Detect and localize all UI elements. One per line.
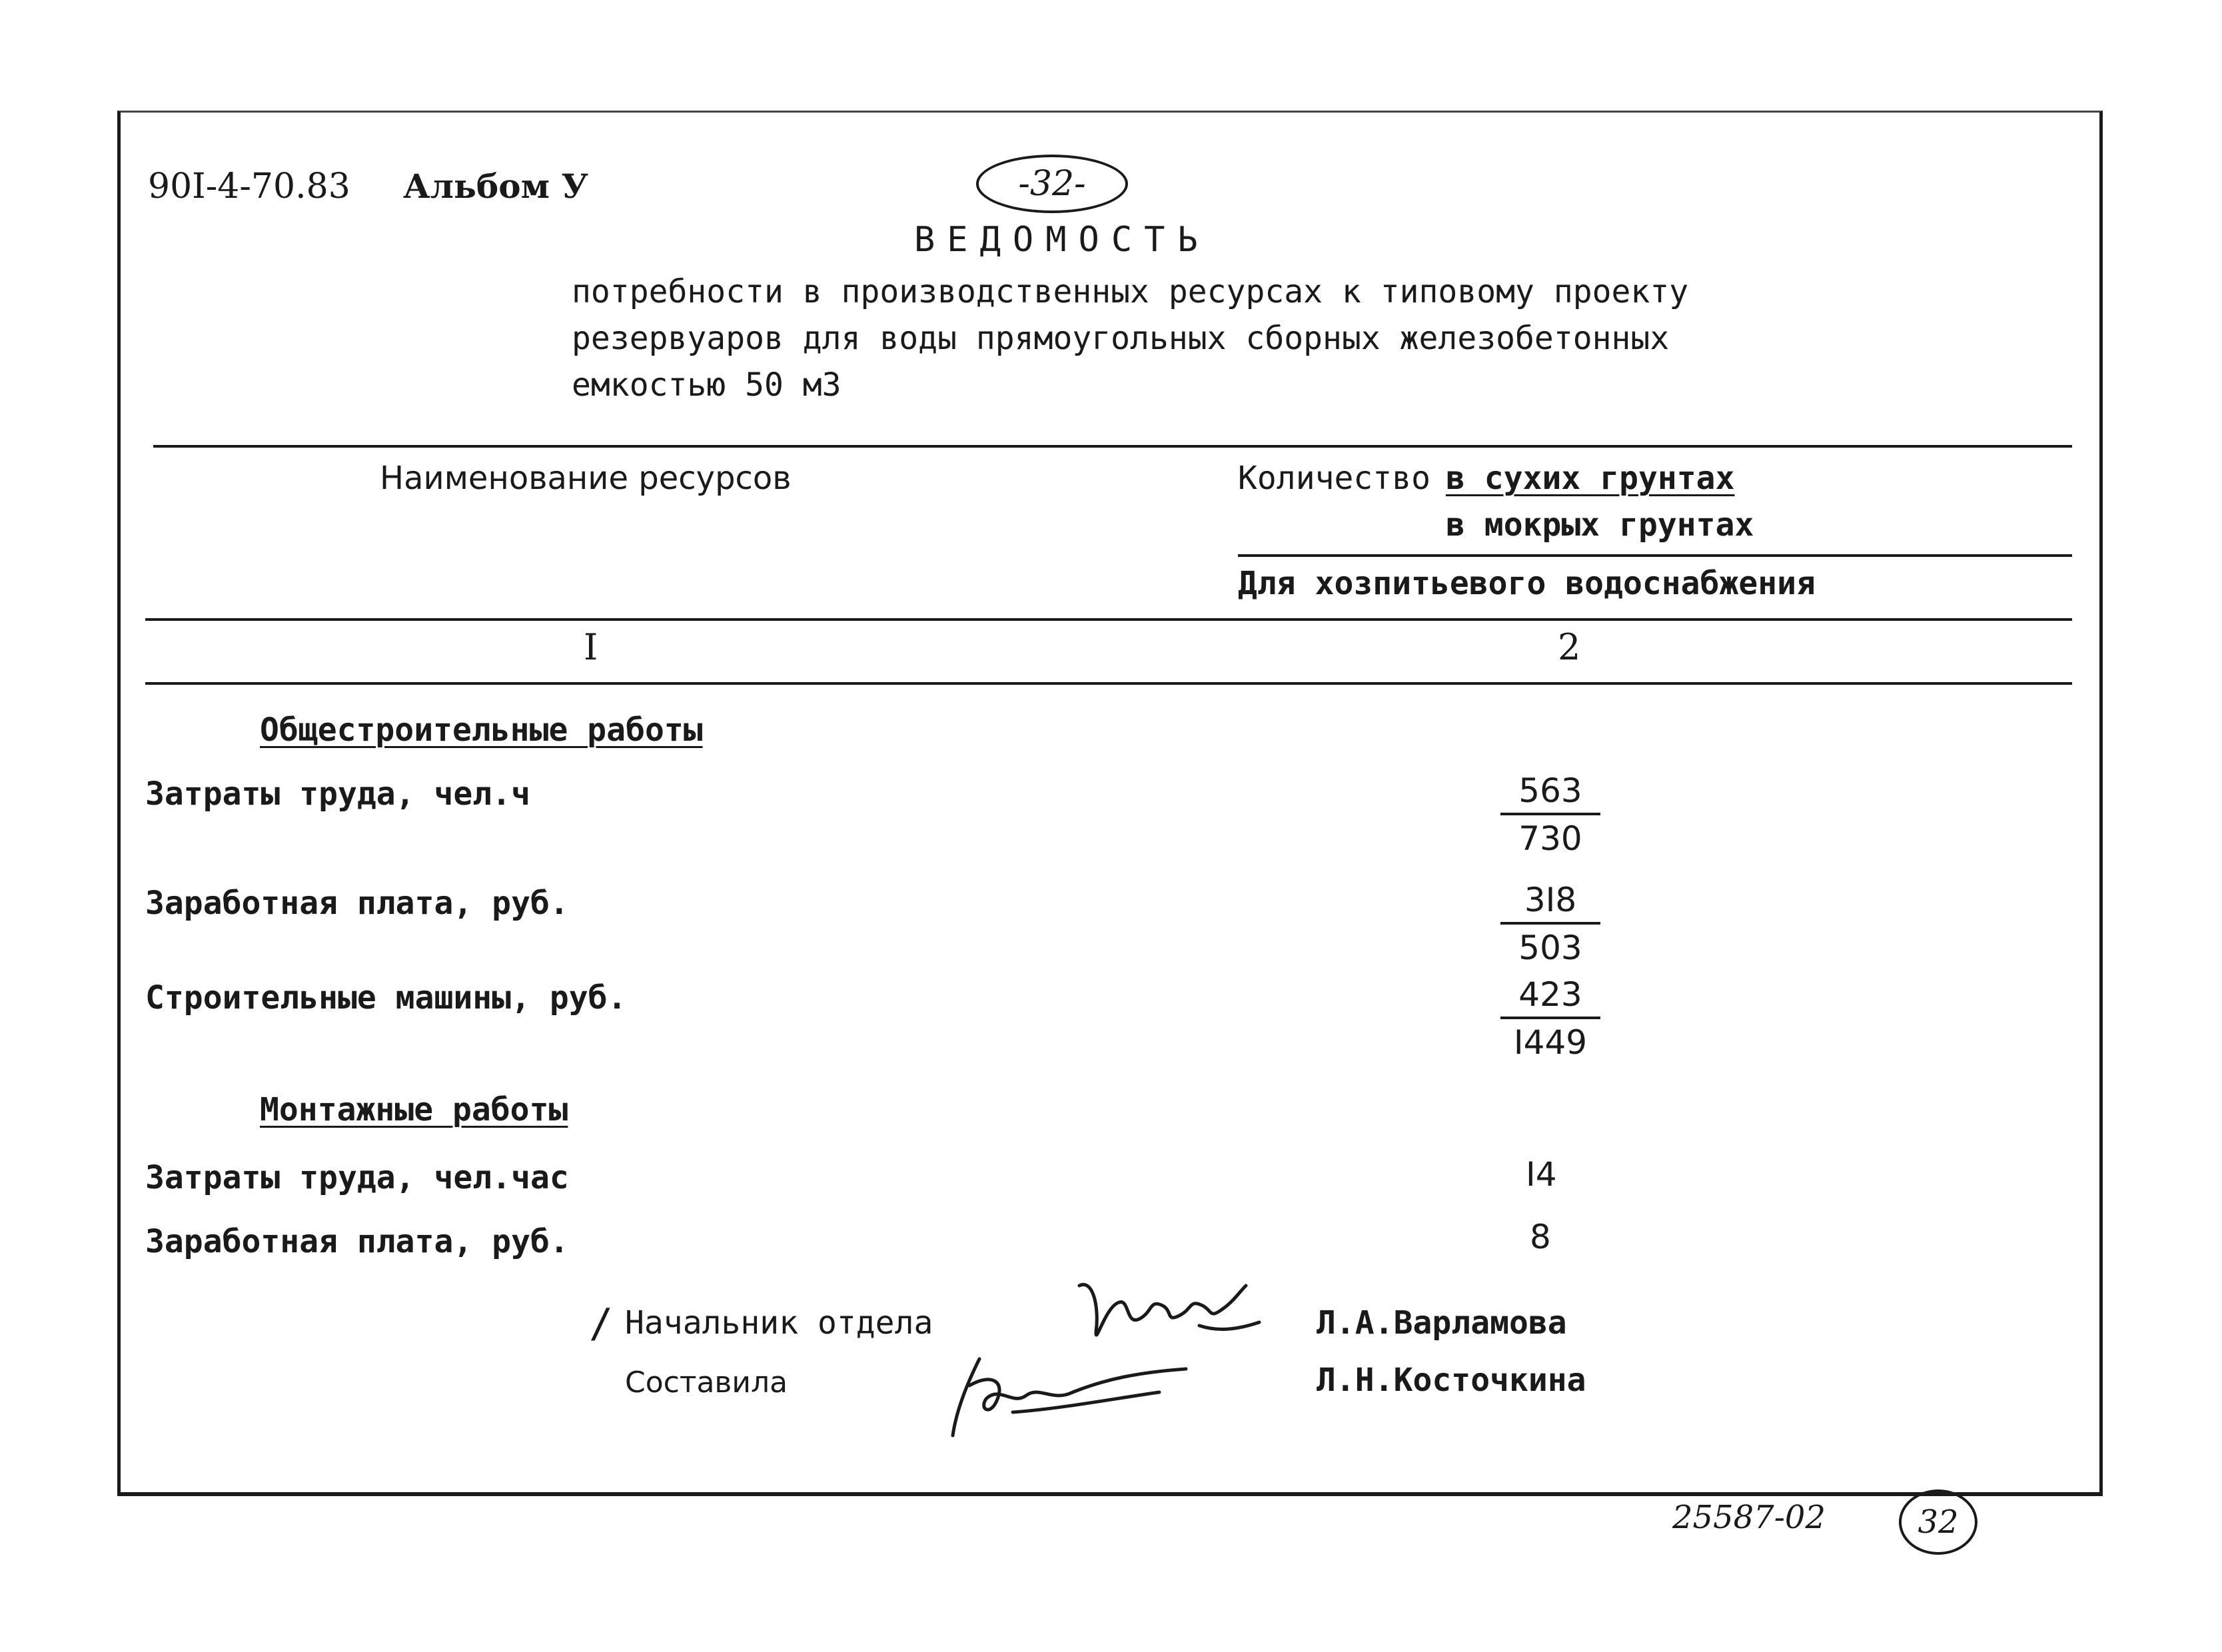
head-signature-icon — [1066, 1266, 1266, 1359]
head-name: Л.А.Варламова — [1317, 1304, 1567, 1342]
title-line-3: емкостью 50 м3 — [572, 366, 841, 404]
slash-mark: / — [589, 1300, 614, 1347]
col-index-2: 2 — [1558, 626, 1581, 668]
section-title-general-construction: Общестроительные работы — [260, 711, 703, 749]
value-wages-wet: 503 — [1518, 929, 1582, 967]
page-badge: 32 — [1899, 1489, 1977, 1555]
subheader-rule — [1238, 554, 2072, 557]
value-labor-cost — [1500, 771, 1600, 858]
value-machines — [1500, 975, 1600, 1062]
value-wages-dry: 3I8 — [1500, 881, 1600, 925]
col-header-dry-soil: в сухих грунтах — [1446, 460, 1735, 497]
title-line-1: потребности в производственных ресурсах к типовому проекту — [572, 273, 1689, 310]
project-code: 90I-4-70.83 — [148, 167, 350, 206]
row-label-wages: Заработная плата, руб. — [145, 885, 569, 922]
table-top-rule — [153, 445, 2072, 448]
col-header-wet-soil: в мокрых грунтах — [1446, 506, 1754, 544]
row-label-machines: Строительные машины, руб. — [145, 979, 627, 1017]
value-machines-dry: 423 — [1500, 975, 1600, 1019]
col-header-resources: Наименование ресурсов — [380, 460, 792, 497]
header-bottom-rule — [145, 618, 2072, 621]
row-label-assembly-wages: Заработная плата, руб. — [145, 1223, 569, 1260]
title-line-2: резервуаров для воды прямоугольных сборных железобетонных — [572, 320, 1670, 357]
page-number: -32- — [976, 155, 1128, 213]
value-wages — [1500, 881, 1600, 967]
compiler-signature-icon — [939, 1346, 1193, 1446]
index-bottom-rule — [145, 682, 2072, 685]
compiler-name: Л.Н.Косточкина — [1317, 1362, 1586, 1399]
row-label-labor-cost: Затраты труда, чел.ч — [145, 775, 530, 813]
col-index-1: I — [584, 626, 598, 668]
row-label-assembly-labor: Затраты труда, чел.час — [145, 1159, 569, 1196]
album-label: Альбом У — [403, 167, 589, 206]
value-labor-cost-dry: 563 — [1500, 771, 1600, 815]
value-assembly-wages: 8 — [1530, 1218, 1551, 1256]
section-title-assembly: Монтажные работы — [260, 1091, 568, 1128]
doc-number: 25587-02 — [1672, 1499, 1826, 1536]
col-header-quantity: Количество — [1238, 460, 1430, 497]
document-heading: ВЕДОМОСТЬ — [914, 220, 1210, 260]
value-machines-wet: I449 — [1513, 1023, 1588, 1062]
value-assembly-labor: I4 — [1526, 1155, 1557, 1194]
head-role: Начальник отдела — [625, 1304, 933, 1342]
value-labor-cost-wet: 730 — [1518, 819, 1582, 858]
compiler-role: Составила — [625, 1366, 788, 1400]
col-subheader-water-supply: Для хозпитьевого водоснабжения — [1238, 565, 1816, 602]
